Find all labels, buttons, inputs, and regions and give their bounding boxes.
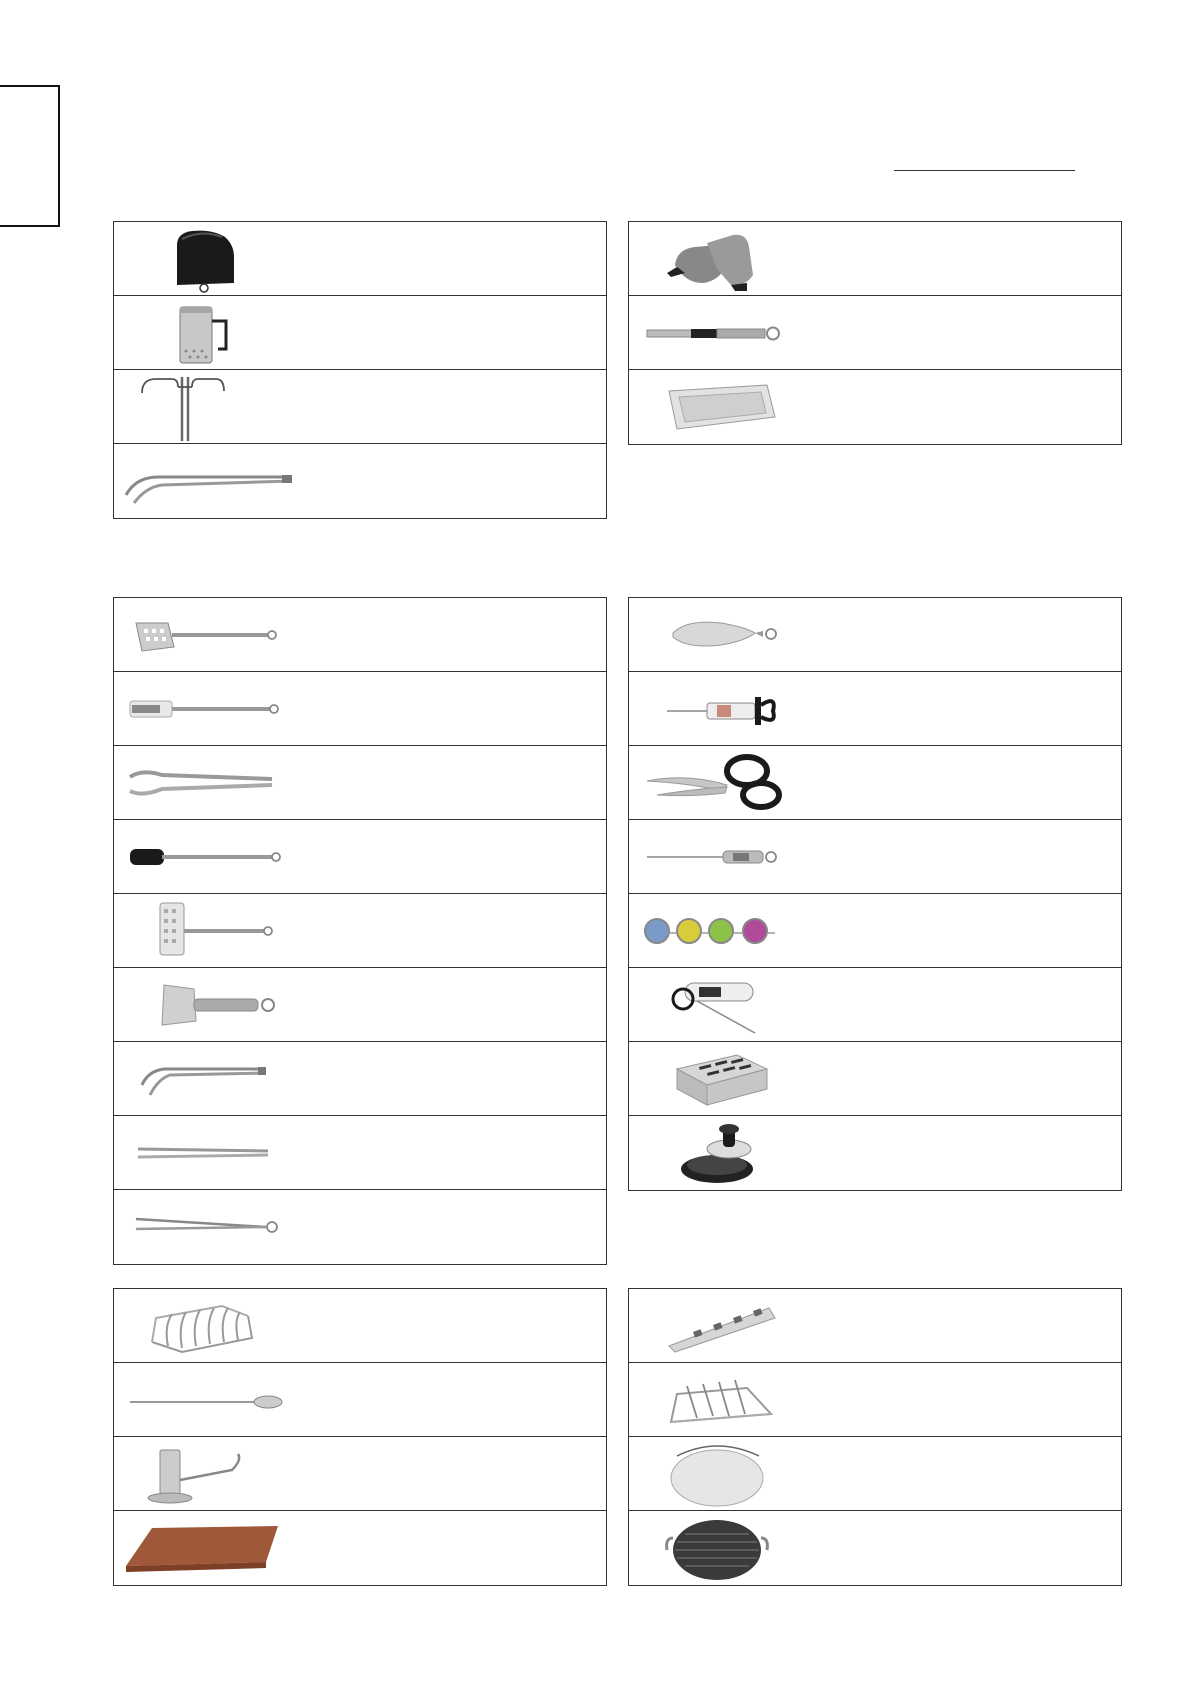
grill-gloves-icon — [637, 225, 807, 293]
straight-tongs-icon — [122, 1119, 292, 1187]
table-row — [114, 370, 606, 444]
marinade-injector-icon — [637, 675, 807, 743]
digital-thermometer-icon — [637, 971, 807, 1039]
scraper-icon — [122, 971, 292, 1039]
table-row — [629, 968, 1121, 1042]
table-row — [629, 672, 1121, 746]
table-row — [629, 222, 1121, 296]
accessories-table-3-right — [628, 1288, 1122, 1586]
pepper-rack-icon — [637, 1292, 807, 1360]
skewer-icon — [122, 1366, 292, 1434]
tweezer-tongs-icon — [122, 1193, 292, 1261]
page-edge-tab — [0, 85, 60, 227]
table-row — [629, 1116, 1121, 1190]
table-row — [114, 1190, 606, 1264]
curved-tongs-icon — [122, 1045, 292, 1113]
table-row — [114, 222, 606, 296]
table-row — [629, 820, 1121, 894]
accessories-table-2-left — [113, 597, 607, 1265]
burger-press-icon — [637, 1119, 807, 1187]
table-row — [114, 1511, 606, 1585]
table-row — [629, 1289, 1121, 1363]
table-row — [114, 1289, 606, 1363]
chicken-roaster-icon — [122, 1440, 292, 1508]
chimney-starter-icon — [122, 299, 292, 367]
table-row — [114, 1363, 606, 1437]
table-row — [629, 296, 1121, 370]
tool-hook-rack-icon — [122, 373, 292, 441]
table-row — [114, 1042, 606, 1116]
table-row — [629, 370, 1121, 444]
skewer-rack-icon — [637, 1366, 807, 1434]
accessories-table-1-left — [113, 221, 607, 519]
table-row — [114, 672, 606, 746]
table-row — [114, 894, 606, 968]
table-row — [114, 598, 606, 672]
table-row — [114, 746, 606, 820]
table-row — [629, 894, 1121, 968]
tongs-icon — [122, 749, 292, 817]
accessories-table-1-right — [628, 221, 1122, 445]
cast-iron-grate-icon — [637, 1514, 807, 1582]
poultry-shears-icon — [637, 749, 807, 817]
cedar-plank-icon — [122, 1514, 292, 1582]
table-row — [114, 444, 606, 518]
fish-grill-basket-icon — [637, 601, 807, 669]
table-row — [629, 1042, 1121, 1116]
probe-thermometer-icon — [637, 823, 807, 891]
basting-brush-icon — [122, 823, 292, 891]
aluminium-tray-icon — [637, 373, 807, 441]
slotted-turner-icon — [122, 601, 292, 669]
knife-sharpener-icon — [637, 299, 807, 367]
table-row — [629, 746, 1121, 820]
pizza-stone-icon — [637, 1440, 807, 1508]
header-rule — [894, 170, 1075, 171]
table-row — [114, 968, 606, 1042]
table-row — [114, 1116, 606, 1190]
table-row — [114, 1437, 606, 1511]
accessories-table-3-left — [113, 1288, 607, 1586]
steak-thermometers-icon — [637, 897, 807, 965]
table-row — [629, 1437, 1121, 1511]
rib-rack-icon — [122, 1292, 292, 1360]
table-row — [629, 1511, 1121, 1585]
grid-turner-icon — [122, 897, 292, 965]
accessories-table-2-right — [628, 597, 1122, 1191]
grill-brush-icon — [122, 675, 292, 743]
table-row — [114, 296, 606, 370]
table-row — [629, 1363, 1121, 1437]
charcoal-tongs-icon — [122, 447, 292, 515]
table-row — [629, 598, 1121, 672]
smoker-box-icon — [637, 1045, 807, 1113]
grill-cover-icon — [122, 225, 292, 293]
table-row — [114, 820, 606, 894]
